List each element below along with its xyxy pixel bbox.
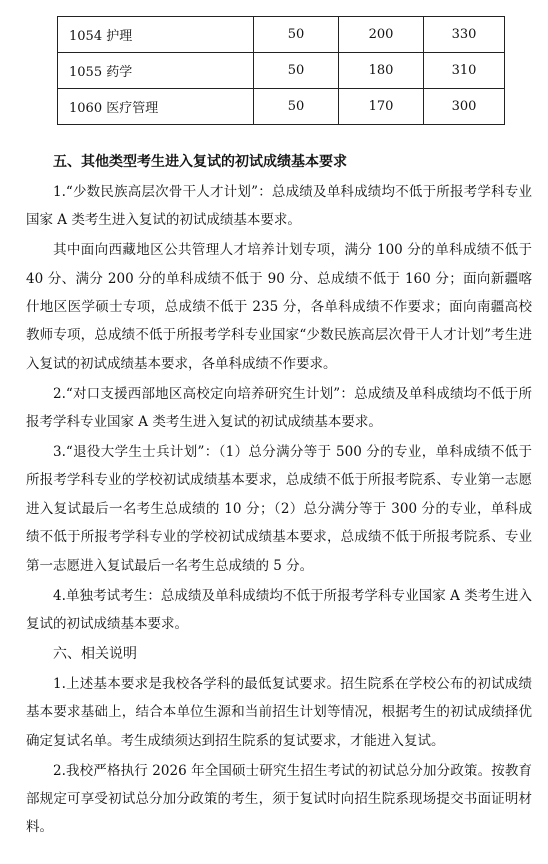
score-table bbox=[57, 16, 505, 125]
section-heading-notes: 六、相关说明 bbox=[53, 645, 137, 662]
score-cell: 310 bbox=[424, 53, 505, 89]
paragraph-minimum-requirements: 1.上述基本要求是我校各学科的最低复试要求。招生院系在学校公布的初试成绩基本要求基础上，结合本单位生源和当前招生计划等情况，根据考生的初试成绩择优确定复试名单。考生成绩须达到招生院系的复试要求，才能进入复试。 bbox=[26, 675, 532, 749]
score-cell: 50 bbox=[254, 89, 339, 125]
score-cell: 330 bbox=[424, 17, 505, 53]
program-name-cell: 1055 药学 bbox=[58, 53, 254, 89]
program-name-cell: 1060 医疗管理 bbox=[58, 89, 254, 125]
table-row bbox=[58, 89, 505, 125]
score-cell: 50 bbox=[254, 53, 339, 89]
paragraph-veteran-plan: 3.“退役大学生士兵计划”：（1）总分满分等于 500 分的专业，单科成绩不低于所报考学科专业的学校初试成绩基本要求，总成绩不低于所报考院系、专业第一志愿进入复试最后一名考生总成绩的 10 分；（2）总分满分等于 300 分的专业，单科成绩不低于所报考学科专业的学校初试成绩基本要求，总成绩不低于所报考院系、专业第一志愿进入复试最后一名考生总成绩的 5 分。 bbox=[26, 444, 532, 574]
table-row bbox=[58, 53, 505, 89]
score-cell: 180 bbox=[339, 53, 424, 89]
score-cell: 50 bbox=[254, 17, 339, 53]
score-cell: 300 bbox=[424, 89, 505, 125]
paragraph-minority-plan: 1.“少数民族高层次骨干人才计划”：总成绩及单科成绩均不低于所报考学科专业国家 A 类考生进入复试的初试成绩基本要求。 bbox=[26, 183, 532, 229]
score-cell: 200 bbox=[339, 17, 424, 53]
document-body bbox=[26, 148, 532, 843]
paragraph-bonus-policy: 2.我校严格执行 2026 年全国硕士研究生招生考试的初试总分加分政策。按教育部规定可享受初试总分加分政策的考生，须于复试时向招生院系现场提交书面证明材料。 bbox=[26, 762, 532, 836]
table-row bbox=[58, 17, 505, 53]
paragraph-independent-exam: 4.单独考试考生：总成绩及单科成绩均不低于所报考学科专业国家 A 类考生进入复试的初试成绩基本要求。 bbox=[26, 587, 532, 632]
section-heading-other-types: 五、其他类型考生进入复试的初试成绩基本要求 bbox=[53, 154, 347, 170]
program-name-cell: 1054 护理 bbox=[58, 17, 254, 53]
paragraph-special-programs: 其中面向西藏地区公共管理人才培养计划专项，满分 100 分的单科成绩不低于 40 分、满分 200 分的单科成绩不低于 90 分、总成绩不低于 160 分；面向新疆喀什地区医学硕士专项，总成绩不低于 235 分，各单科成绩不作要求；面向南疆高校教师专项，总成绩不低于所报考学科专业国家“少数民族高层次骨干人才计划”考生进入复试的初试成绩基本要求，各单科成绩不作要求。 bbox=[26, 242, 532, 372]
paragraph-western-support: 2.“对口支援西部地区高校定向培养研究生计划”：总成绩及单科成绩均不低于所报考学科专业国家 A 类考生进入复试的初试成绩基本要求。 bbox=[26, 385, 532, 431]
score-cell: 170 bbox=[339, 89, 424, 125]
